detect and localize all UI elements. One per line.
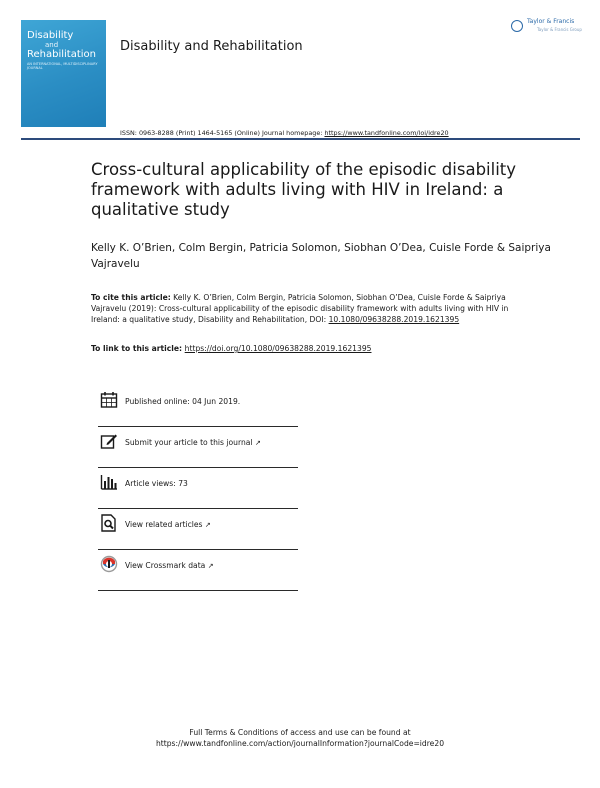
publisher-logo-group: Taylor & Francis Group: [537, 27, 582, 32]
submit-article-item[interactable]: [98, 427, 298, 468]
citation-label: To cite this article:: [91, 293, 171, 302]
header-divider: [21, 138, 580, 140]
crossmark-link[interactable]: [125, 561, 214, 570]
article-link-line: [91, 344, 371, 353]
edit-icon: [100, 432, 118, 450]
submit-article-link[interactable]: [125, 438, 261, 447]
submit-article-text: Submit your article to this journal: [125, 438, 253, 447]
article-authors: Kelly K. O’Brien, Colm Bergin, Patricia Solomon, Siobhan O’Dea, Cuisle Forde & Saipriya Vajravelu: [91, 242, 551, 270]
article-doi-url[interactable]: https://doi.org/10.1080/09638288.2019.1621395: [184, 344, 372, 353]
citation-doi-link[interactable]: 10.1080/09638288.2019.1621395: [328, 315, 460, 324]
journal-cover-image: [21, 20, 106, 127]
related-articles-text: View related articles: [125, 520, 203, 529]
crossmark-item[interactable]: [98, 550, 298, 591]
article-title: Cross-cultural applicability of the episodic disability framework with adults living with HIV in Ireland: a qualitative study: [91, 160, 517, 219]
footer: [0, 727, 600, 749]
issn-text: ISSN: 0963-8288 (Print) 1464-5165 (Online) Journal homepage:: [120, 129, 325, 137]
calendar-icon: [100, 391, 118, 409]
publisher-logo: [511, 18, 583, 36]
article-views-text: Article views: 73: [125, 479, 188, 488]
published-online-item: [98, 386, 298, 427]
article-link-label: To link to this article:: [91, 344, 185, 353]
external-link-icon: ↗: [207, 562, 214, 570]
article-meta-list: [98, 386, 298, 591]
footer-terms-text: Full Terms & Conditions of access and use can be found at: [189, 728, 411, 737]
search-document-icon: [100, 514, 118, 532]
bar-chart-icon: [100, 473, 118, 491]
cover-title-rehabilitation: Rehabilitation: [27, 49, 97, 60]
citation-block: [91, 292, 531, 325]
external-link-icon: ↗: [204, 521, 211, 529]
article-views-item: [98, 468, 298, 509]
cover-subtitle: AN INTERNATIONAL, MULTIDISCIPLINARY JOURNAL: [27, 62, 98, 70]
footer-terms-url[interactable]: https://www.tandfonline.com/action/journalInformation?journalCode=idre20: [155, 739, 445, 748]
cover-title-disability: Disability: [27, 30, 74, 41]
citation-text: Kelly K. O’Brien, Colm Bergin, Patricia Solomon, Siobhan O’Dea, Cuisle Forde & Saipriya Vajravelu (2019): Cross-cultural applicability of the episodic disability framework with adults living with HIV in Ireland: a qualitative study, Disability and Rehabilitation, DOI:: [91, 293, 509, 324]
crossmark-text: View Crossmark data: [125, 561, 206, 570]
publisher-logo-name: Taylor & Francis: [527, 18, 575, 25]
publisher-logo-icon: [511, 20, 523, 32]
related-articles-item[interactable]: [98, 509, 298, 550]
external-link-icon: ↗: [254, 439, 261, 447]
published-online-text: Published online: 04 Jun 2019.: [125, 397, 241, 406]
crossmark-icon: [100, 555, 118, 573]
cover-title-and: and: [45, 41, 59, 49]
journal-name: Disability and Rehabilitation: [120, 39, 303, 54]
issn-line: [120, 129, 449, 137]
related-articles-link[interactable]: [125, 520, 211, 529]
journal-homepage-link[interactable]: https://www.tandfonline.com/loi/idre20: [324, 129, 449, 137]
